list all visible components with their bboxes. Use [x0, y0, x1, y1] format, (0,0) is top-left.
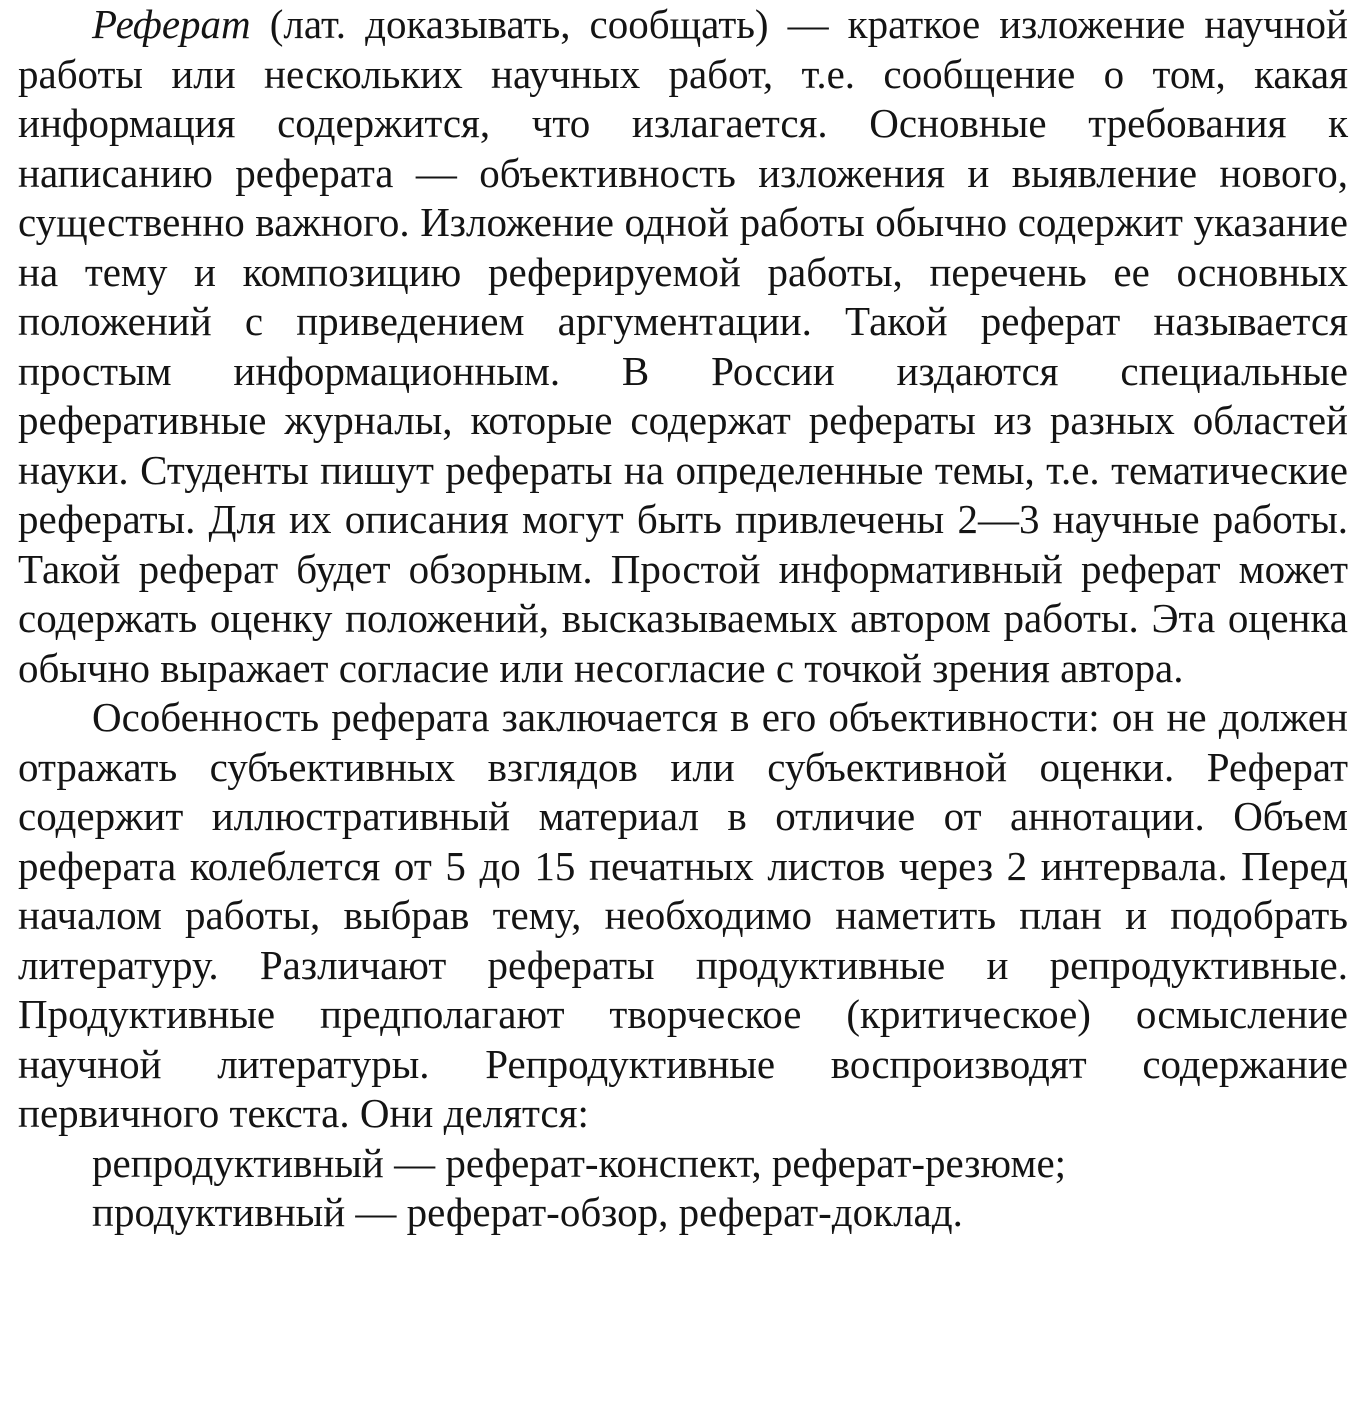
paragraph-definition	[18, 0, 1348, 693]
paragraph-features	[18, 693, 1348, 1139]
list-item-productive: продуктивный — реферат-обзор, реферат-доклад.	[92, 1189, 963, 1235]
list-item-reproductive: репродуктивный — реферат-конспект, реферат-резюме;	[92, 1139, 1067, 1186]
types-list	[18, 1139, 1348, 1238]
paragraph-definition-text: (лат. доказывать, сообщать) — краткое изложение научной работы или нескольких научных работ, т.е. сообщение о том, какая информация содержится, что излагается. Основные требования к написанию реферата — объективность изложения и выявление нового, существенно важного. Изложение одной работы обычно содержит указание на тему и композицию реферируемой работы, перечень ее основных положений с приведением аргументации. Такой реферат называется простым информационным. В России издаются специальные реферативные журналы, которые содержат рефераты из разных областей науки. Студенты пишут рефераты на определенные темы, т.е. тематические рефераты. Для их описания могут быть привлечены 2—3 научные работы. Такой реферат будет обзорным. Простой информативный реферат может содержать оценку положений, высказываемых автором работы. Эта оценка обычно выражает согласие или несогласие с точкой зрения автора.	[18, 1, 1348, 691]
term-referat: Реферат	[92, 1, 251, 47]
document-page	[18, 0, 1348, 1238]
paragraph-features-text: Особенность реферата заключается в его объективности: он не должен отражать субъективных взглядов или субъективной оценки. Реферат содержит иллюстративный материал в отличие от аннотации. Объем реферата колеблется от 5 до 15 печатных листов через 2 интервала. Перед началом работы, выбрав тему, необходимо наметить план и подобрать литературу. Различают рефераты продуктивные и репродуктивные. Продуктивные предполагают творческое (критическое) осмысление научной литературы. Репродуктивные воспроизводят содержание первичного текста. Они делятся:	[18, 694, 1348, 1136]
